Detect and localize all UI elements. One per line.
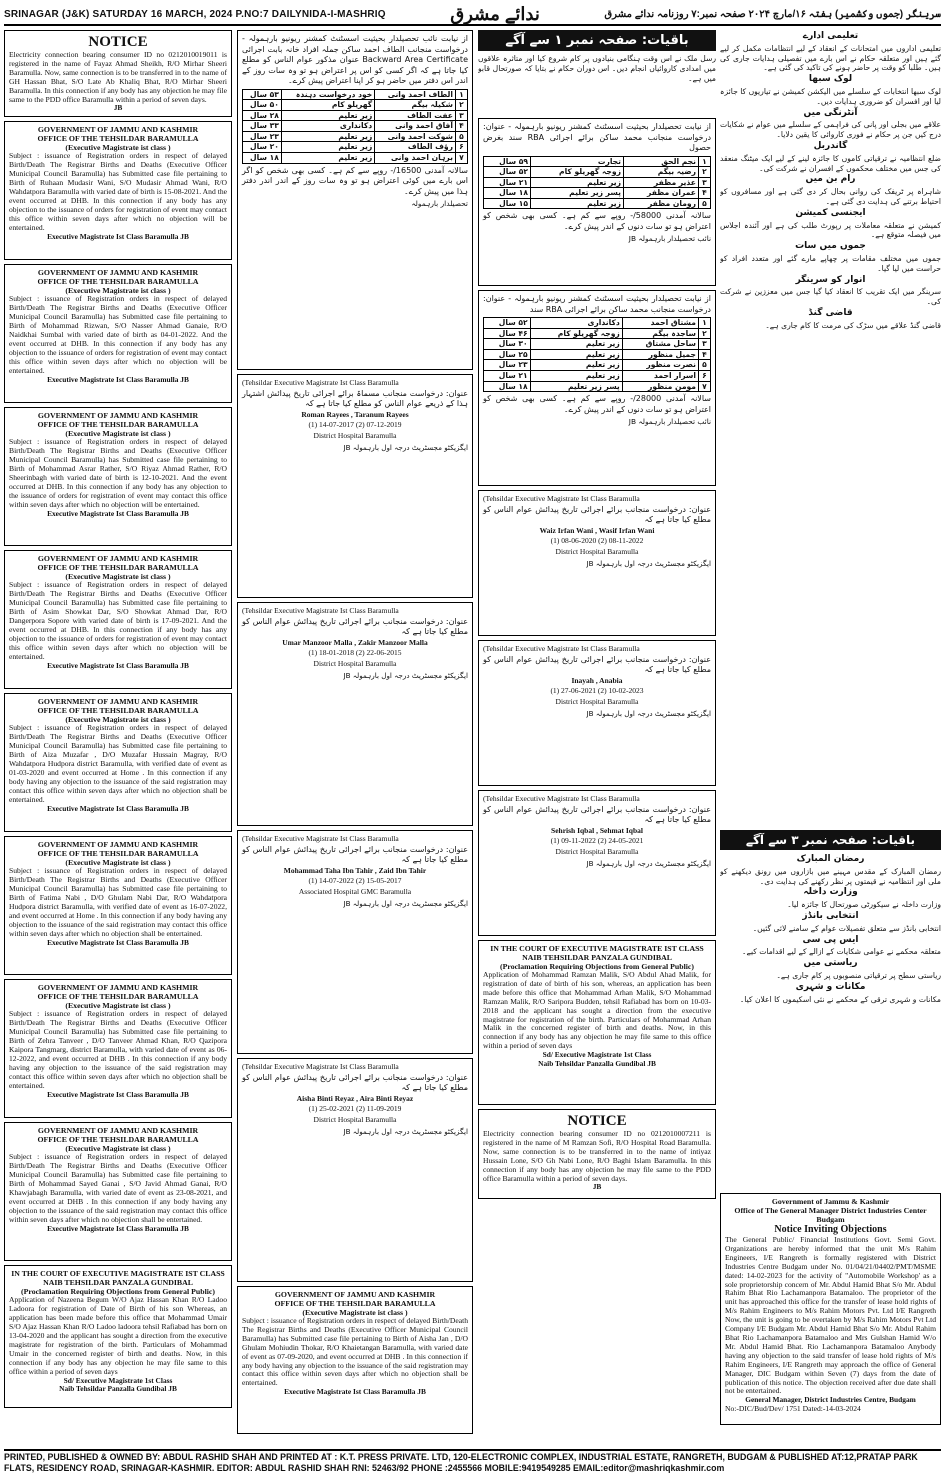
table-cell: ۷ bbox=[456, 153, 468, 164]
news-body: مکانات و شہری ترقی کے محکمے نے نئی اسکیموں کا اعلان کیا۔ bbox=[739, 994, 941, 1004]
table-cell: زیر تعلیم bbox=[530, 349, 622, 360]
column-3 bbox=[478, 30, 716, 1203]
notice-body: عنوان: درخواست منجانب برائے اجرائی تاریخ پیدائش عوام الناس کو مطلع کیا جاتا ہے کہ bbox=[242, 844, 468, 864]
notice-body: Subject : issuance of Registration orders in respect of delayed Birth/Death The Registrar Births and Deaths (Executive Officer Municipal Council Baramulla) has Submitted case file pertaining to Birth of Aiza Muzafar , D/O Muzafar Hussain Magray, R/O Wahdatpora Hudpora district Baramulla, with verified date of event as 01-03-2020 and event occurred at Home . In this connection if any body having any objection to the issuance of the said registration may contact this office within seven days after which no objection shall be entertained. bbox=[9, 723, 227, 804]
notice-sig: ایگزیکٹو مجسٹریٹ درجہ اول بارہمولہ JB bbox=[586, 859, 711, 868]
masthead-left: SRINAGAR (J&K) SATURDAY 16 MARCH, 2024 P.NO:7 DAILYNIDA-I-MASHRIQ bbox=[4, 8, 386, 20]
notice-sig: Executive Magistrate Ist Class Baramulla JB bbox=[47, 231, 189, 241]
notice-sig: Executive Magistrate Ist Class Baramulla JB bbox=[47, 1089, 189, 1099]
table-cell: ۴۶ سال bbox=[484, 328, 531, 339]
table-cell: گھریلو کام bbox=[281, 100, 374, 111]
imprint-line-1: PRINTED, PUBLISHED & OWNED BY: ABDUL RASHID SHAH AND PRINTED AT : K.T. PRESS PRIVATE. LTD, 120-ELECTRONIC COMPLEX, INDUSTRIAL ESTATE, RANGRETH, BUDGAM & PUBLISHED AT:12,PRATAP PARK bbox=[4, 1452, 918, 1462]
table-row bbox=[243, 131, 468, 142]
notice-h1: GOVERNMENT OF JAMMU AND KASHMIR bbox=[274, 1290, 436, 1299]
news-body: قاضی گنڈ علاقے میں سڑک کی مرمت کا کام جاری ہے۔ bbox=[765, 320, 941, 330]
table-cell: ۳ bbox=[699, 177, 711, 188]
table-row bbox=[484, 370, 711, 381]
table-cell: رضیہ بیگم bbox=[624, 167, 699, 178]
notice-h2: OFFICE OF THE TEHSILDAR BARAMULLA bbox=[37, 134, 199, 144]
table-cell: رؤف الطاف bbox=[375, 142, 456, 153]
notice-h3: (Executive Magistrate ist class ) bbox=[65, 1001, 171, 1011]
table-cell: رومان مظفر bbox=[624, 198, 699, 209]
table-cell: ۲ bbox=[456, 100, 468, 111]
court-heading: IN THE COURT OF EXECUTIVE MAGISTRATE IST CLASS NAIB TEHSILDAR PANZALA GUNDIBAL bbox=[490, 944, 704, 962]
notice-title: NOTICE bbox=[88, 34, 148, 50]
notice-h1: GOVERNMENT OF JAMMU AND KASHMIR bbox=[37, 983, 199, 993]
news-headline: رمضان المبارک bbox=[796, 854, 865, 864]
table-cell: ۲۰ سال bbox=[243, 142, 282, 153]
news-headline: لوک سبھا bbox=[808, 74, 853, 85]
table-cell: زیر تعلیم bbox=[530, 360, 622, 371]
table-cell: تجارت bbox=[531, 156, 624, 167]
notice-names: Roman Rayees , Taranum Rayees bbox=[301, 409, 409, 419]
table-cell: مشتاق احمد bbox=[622, 318, 698, 329]
table-cell: برہان احمد وانی bbox=[375, 153, 456, 164]
notice-hospital: District Hospital Baramulla bbox=[555, 846, 639, 856]
notice-dates: (1) 14-07-2022 (2) 15-05-2017 bbox=[308, 876, 402, 885]
table-cell: ساجدہ بیگم bbox=[622, 328, 698, 339]
table-cell: ۳ bbox=[456, 110, 468, 121]
news-headline: آنٹرنگی میں bbox=[803, 107, 858, 118]
notice-body: Subject : issuance of Registration orders in respect of delayed Birth/Death The Registrar Births and Deaths (Executive Officer Municipal Council Baramulla) has Submitted case file pertaining to Birth of Mohammad Sayed Ganai , S/O Javid Ahmad Ganai, R/O Khawjabagh Baramulla, with varied date of event as 23-08-2021, and event occurred at DHB . In this connection if any body having any objection to the issuance of the said registration may contact this office within seven days after which no objection shall be entertained. bbox=[9, 1152, 227, 1224]
notice-hospital: District Hospital Baramulla bbox=[313, 430, 397, 440]
notice-h2: OFFICE OF THE TEHSILDAR BARAMULLA bbox=[37, 1135, 199, 1145]
table-cell: ۱۸ سال bbox=[484, 188, 531, 199]
table-cell: زیر تعلیم bbox=[281, 153, 374, 164]
notice-h1: GOVERNMENT OF JAMMU AND KASHMIR bbox=[37, 554, 199, 564]
rba-notice-2 bbox=[478, 118, 716, 286]
news-body: کمیشن نے متعلقہ معاملات پر رپورٹ طلب کی ہے اور آئندہ اجلاس میں فیصلہ متوقع ہے۔ bbox=[720, 220, 941, 240]
column-2 bbox=[237, 30, 473, 1438]
notice-h2: OFFICE OF THE TEHSILDAR BARAMULLA bbox=[274, 1299, 436, 1308]
table-cell: ۱ bbox=[699, 318, 711, 329]
table-cell: ۵۲ سال bbox=[484, 318, 531, 329]
table-cell: زوجہ گھریلو کام bbox=[531, 167, 624, 178]
rba-sig: تحصیلدار بارہمولہ bbox=[411, 199, 468, 209]
column-4 bbox=[720, 30, 941, 1429]
notice-title: (Tehsildar Executive Magistrate Ist Class Baramulla bbox=[242, 1062, 399, 1071]
news-body: شاہراہ پر ٹریفک کی روانی بحال کر دی گئی ہے اور مسافروں کو احتیاط برتنے کی ہدایت دی گئی ہے۔ bbox=[720, 187, 941, 206]
court-notice-2 bbox=[478, 940, 716, 1105]
notice-dates: (1) 08-06-2020 (2) 08-11-2022 bbox=[550, 536, 644, 545]
notice-title: (Tehsildar Executive Magistrate Ist Class Baramulla bbox=[242, 834, 399, 843]
tehsildar-notice bbox=[4, 836, 232, 975]
birth-notice bbox=[237, 1058, 473, 1282]
court-subheading: (Proclamation Requiring Objections from General Public) bbox=[21, 1287, 215, 1297]
notice-sig: Executive Magistrate Ist Class Baramulla JB bbox=[284, 1387, 426, 1397]
notice-body: Subject : issuance of Registration orders in respect of delayed Birth/Death The Registrar Births and Deaths (Executive Officer Municipal Council Baramulla) has Submitted case file pertaining to Birth of Ruhaan Mudasir Wani, S/O Mudasir Ahmad Wani, R/O Wahdatpora Baramulla with varied date of birth is 15-08-2021. And the event occurred at DHB. In this connection if any body has any objection to the issuance of orders for registration of event may contact this office within seven days after which no objection will be entertained. bbox=[9, 151, 227, 232]
table-cell: ۵۹ سال bbox=[484, 156, 531, 167]
table-cell: عذیر مظفر bbox=[624, 177, 699, 188]
table-row bbox=[484, 318, 711, 329]
table-row bbox=[484, 198, 711, 209]
news-block-2 bbox=[720, 853, 941, 1193]
table-cell: ۳ bbox=[699, 339, 711, 350]
table-cell: ۲ bbox=[699, 328, 711, 339]
table-row bbox=[243, 100, 468, 111]
notice-body: عنوان: درخواست منجانب مسماۃ برائے اجرائی تاریخ پیدائش اشتہار ہذا کے ذریعے عوام الناس کو مطلع کیا جاتا ہے کہ bbox=[242, 388, 468, 408]
notice-title: (Tehsildar Executive Magistrate Ist Class Baramulla bbox=[483, 794, 640, 803]
table-cell: زیر تعلیم bbox=[531, 177, 624, 188]
table-cell: ۴ bbox=[456, 121, 468, 132]
birth-notice bbox=[237, 602, 473, 826]
dic-h2: Office of The General Manager District Industries Center Budgam bbox=[734, 1206, 927, 1224]
dic-ref: No:-DIC/Bud/Dev/ 1751 Dated:-14-03-2024 bbox=[725, 1404, 861, 1414]
court-heading: IN THE COURT OF EXECUTIVE MAGISTRATE IST CLASS NAIB TEHSILDAR PANZALA GUNDIBAL bbox=[11, 1269, 225, 1288]
court-body: Application of Mohammad Ramzan Malik, S/O Abdul Ahad Malik, for registration of date of birth of his son, whereas, an application has been made before this office that Mohammad Arhan Malik, S/O Mohammad Ramzan Malik, R/O Saripora Budden, tehsil Rafiabad has born on 10-03-2018 and the applicant has sought a direction from the executive magistrate for registration of the birth. Particulars of Mohammad Arhan Malik in the concerned register of birth and deaths. Now, in this connection if any body has any objection he may file same to this office within a period of seven days bbox=[483, 970, 711, 1051]
notice-title: (Tehsildar Executive Magistrate Ist Class Baramulla bbox=[483, 494, 640, 503]
notice-names: Sehrish Iqbal , Sehmat Iqbal bbox=[551, 825, 643, 835]
notice-h1: GOVERNMENT OF JAMMU AND KASHMIR bbox=[37, 697, 199, 707]
rba-notice-1 bbox=[237, 30, 473, 370]
notice-h3: (Executive Magistrate ist class ) bbox=[65, 858, 171, 868]
news-headline: ریاستی میں bbox=[803, 958, 858, 969]
news-headline: وزارت داخلہ bbox=[803, 887, 858, 898]
notice-body: Subject : issuance of Registration orders in respect of delayed Birth/Death The Registrar Births and Deaths (Executive Officer Municipal Council Baramulla) has Submitted case file pertaining to Birth of Asim Showkat Dar, S/O Showkat Ahmad Dar, R/O Dangerpora Sopore with varied date of birth is 17-09-2021. And the event occurred at DHB. In this connection if any body has any objection to the issuance of orders for registration of event may contact this office within seven days after which no objection will be entertained. bbox=[9, 580, 227, 661]
page-body bbox=[4, 30, 941, 1446]
rba-text-2: سالانہ آمدنی 16500/- روپے سے کم ہے۔ کسی بھی شخص کو اگر اس بارے میں کوئی اعتراض ہو تو وہ سات روز کے اندر اندر دفتر ہذا میں پیش کرے۔ bbox=[242, 165, 468, 196]
notice-dates: (1) 25-02-2021 (2) 11-09-2019 bbox=[308, 1104, 402, 1113]
notice-sig: ایگزیکٹو مجسٹریٹ درجہ اول بارہمولہ JB bbox=[586, 709, 711, 718]
news-headline: ایس پی سی bbox=[802, 934, 859, 945]
table-row bbox=[484, 156, 711, 167]
notice-body: عنوان: درخواست منجانب برائے اجرائی تاریخ پیدائش عوام الناس کو مطلع کیا جاتا ہے کہ bbox=[242, 616, 468, 636]
table-row bbox=[484, 381, 711, 392]
notice-body: عنوان: درخواست منجانب برائے اجرائی تاریخ پیدائش عوام الناس کو مطلع کیا جاتا ہے کہ bbox=[483, 504, 711, 524]
table-cell: اسرار احمد bbox=[622, 370, 698, 381]
table-cell: زیر تعلیم bbox=[281, 142, 374, 153]
notice-h3: (Executive Magistrate ist class ) bbox=[65, 715, 171, 725]
news-headline: انوار کو سرینگر bbox=[795, 274, 866, 285]
notice-hospital: Associated Hospital GMC Baramulla bbox=[298, 886, 412, 896]
table-cell: ۲ bbox=[699, 167, 711, 178]
notice-h3: (Executive Magistrate ist class ) bbox=[65, 572, 171, 582]
notice-sig: Executive Magistrate Ist Class Baramulla JB bbox=[47, 660, 189, 670]
notice-h2: OFFICE OF THE TEHSILDAR BARAMULLA bbox=[37, 992, 199, 1002]
notice-dates: (1) 14-07-2017 (2) 07-12-2019 bbox=[308, 420, 402, 429]
table-cell: ۳۰ سال bbox=[484, 339, 531, 350]
table-cell: ۵۳ سال bbox=[243, 89, 282, 100]
rba-text: از نیابت نائب تحصیلدار بحیثیت اسسٹنٹ کمشنر ریونیو بارہمولہ - درخواست منجانب الطاف احمد ساکن جملہ افراد خانہ بابت اجرائی Backward Area Certificate عنوان مذکور عوام الناس کو مطلع کیا جاتا ہے کہ اگر کسی کو اس پر اعتراض ہو تو وہ سات روز کے اندر اس دفتر میں حاضر ہو کر اپنا اعتراض پیش کرے۔ bbox=[242, 34, 468, 85]
notice-body: Subject : issuance of Registration orders in respect of delayed Birth/Death The Registrar Births and Deaths (Executive Officer Municipal Council Baramulla) has Submitted case file pertaining to Birth of Zehra Tanveer , D/O Tanveer Ahmad Khan, R/O Qazipora Kaipora Tangmarg, district Baramulla, with varied date of event as 06-12-2022, and event occurred at DHB . In this connection if any body having any objection to the issuance of the said registration may contact this office within seven days after which no objection shall be entertained. bbox=[9, 1009, 227, 1090]
court-sig-2: Naib Tehsildar Panzalla Gundibal JB bbox=[59, 1384, 177, 1394]
table-cell: عفت الطاف bbox=[375, 110, 456, 121]
court-sig-1: Sd/ Executive Magistrate 1st Class bbox=[63, 1375, 173, 1385]
table-row bbox=[484, 339, 711, 350]
table-row bbox=[484, 349, 711, 360]
news-body: وزارت داخلہ نے سیکورٹی صورتحال کا جائزہ لیا۔ bbox=[787, 900, 941, 910]
notice-sig: Executive Magistrate Ist Class Baramulla JB bbox=[47, 508, 189, 518]
notice-sig: Executive Magistrate Ist Class Baramulla JB bbox=[47, 937, 189, 947]
table-cell: ۲۵ سال bbox=[484, 349, 531, 360]
table-row bbox=[484, 167, 711, 178]
table-cell: زیر تعلیم bbox=[281, 131, 374, 142]
table-cell: زیر تعلیم bbox=[281, 110, 374, 121]
table-cell: مومن منظور bbox=[622, 381, 698, 392]
notice-title: (Tehsildar Executive Magistrate Ist Class Baramulla bbox=[483, 644, 640, 653]
news-headline: تعلیمی ادارے bbox=[802, 31, 859, 41]
table-cell: عمران مظفر bbox=[624, 188, 699, 199]
birth-notice bbox=[478, 640, 716, 786]
table-cell: ۶ bbox=[456, 142, 468, 153]
column-1 bbox=[4, 30, 232, 1412]
notice-sig: Executive Magistrate Ist Class Baramulla JB bbox=[47, 1223, 189, 1233]
notice-h3: (Executive Magistrate ist class ) bbox=[302, 1308, 408, 1317]
rba-sig: نائب تحصیلدار بارہمولہ JB bbox=[628, 234, 711, 244]
table-cell: ۲۳ سال bbox=[484, 360, 531, 371]
notice-h1: GOVERNMENT OF JAMMU AND KASHMIR bbox=[37, 268, 199, 278]
court-subheading: (Proclamation Requiring Objections from General Public) bbox=[500, 962, 694, 971]
news-body: علاقے میں بجلی اور پانی کی فراہمی کے سلسلے میں عوام نے شکایات درج کیں جن پر حکام نے فوری کاروائی کا یقین دلایا۔ bbox=[720, 120, 941, 140]
dic-body: The General Public/ Financial Institutions Govt. Semi Govt. Organizations are hereby informed that the unit M/s Rahim Engineers, I/E Rangreth is formally registered with District Industries Centre Budgam under No. 01/04/21/04402/PMT/MSME dated: 14-02-2023 for the activity of "Automobile Workshop' as a sole proprietorship concern of Mr. Abdul Hamid Bhat S/o Mr. Abdul Rahim Bhat Rio Lachamanpora Batamaloo. The proprietor of the unit has approached this office for the transfer of lease hold rights of M/s Rahim Engineers to M/s Rahim Motors Pvt. Ltd I/E Rangreth Now, the unit is going to be overtaken by M/s Rahim Motors Pvt Ltd Company I/E Budgam Mr. Abdul Hamid Bhat S/o Mr. Abdul Rahim Bhat Rio Lachamanpora Batamaloo and Mrs Gulshan Hamid W/o Mr. Abdul Hamid Bhat. Rio Lachamanpora Batamaloo Anybody having any objection to the said transfer of lease hold rights of M/s Rahim Engineers, I/E Rangreth may approach the office of General Manager, DIC Budgam within Seven (7) days from the date of publication of this notice. The objection received after due date shall not be entertained. bbox=[725, 1235, 936, 1396]
table-cell: ۵ bbox=[699, 360, 711, 371]
table-row bbox=[484, 177, 711, 188]
rba-notice-3 bbox=[478, 290, 716, 486]
table-cell: زوجہ گھریلو کام bbox=[530, 328, 622, 339]
news-body: جموں میں مختلف مقامات پر چھاپے مارے گئے اور متعدد افراد کو حراست میں لیا گیا۔ bbox=[720, 253, 941, 273]
table-cell: ۱۸ سال bbox=[243, 153, 282, 164]
notice-names: Mohammad Taha Ibn Tahir , Zaid Ibn Tahir bbox=[283, 865, 427, 875]
table-cell: ۴ bbox=[699, 188, 711, 199]
tehsildar-notice bbox=[4, 550, 232, 689]
tehsildar-notice bbox=[4, 1122, 232, 1261]
table-cell: ۵ bbox=[699, 198, 711, 209]
table-cell: خود درخواست دہندہ bbox=[281, 89, 374, 100]
rba-family-table-2 bbox=[483, 156, 711, 210]
notice-body: عنوان: درخواست منجانب برائے اجرائی تاریخ پیدائش عوام الناس کو مطلع کیا جاتا ہے کہ bbox=[483, 804, 711, 824]
tehsildar-notice bbox=[4, 121, 232, 260]
news-headline: رام بن میں bbox=[805, 174, 856, 185]
court-body: Application of Nazeena Begum W/O Ajaz Hassan Khan R/O Ladoo Ladoora for registration of Date of Birth of his son Whereas, an application has been made before this office that Mohammad Umair S/O Ajaz Hassan Khan R/O Ladoo ladoora tehsil Rafiabad has born on 13-04-2020 and the applicant has sought a direction from the executive magistrate for registration of the birth. Particulars of Mohammad Umair in the concerned register of birth and deaths. Now, in this connection if any body has any objection he may file same to this office within a period of seven days bbox=[9, 1295, 227, 1376]
table-cell: ۷ bbox=[699, 381, 711, 392]
notice-h2: OFFICE OF THE TEHSILDAR BARAMULLA bbox=[37, 849, 199, 859]
table-cell: شکیلہ بیگم bbox=[375, 100, 456, 111]
news-body: انتخابی بانڈز سے متعلق تفصیلات عوام کے سامنے لائی گئیں۔ bbox=[752, 923, 941, 933]
news-body: ریاستی سطح پر ترقیاتی منصوبوں پر کام جاری ہے۔ bbox=[776, 970, 941, 980]
masthead-right: سرینگر (جموں وکشمیر) ہفتہ ۱۶/مارچ ۲۰۲۴ صفحہ نمبر:۷ روزنامہ ندائے مشرق bbox=[604, 8, 941, 20]
notice-hospital: District Hospital Baramulla bbox=[555, 696, 639, 706]
rba-sig: نائب تحصیلدار بارہمولہ JB bbox=[628, 417, 711, 427]
notice-sig: ایگزیکٹو مجسٹریٹ درجہ اول بارہمولہ JB bbox=[343, 671, 468, 680]
table-cell: ۲۸ سال bbox=[243, 110, 282, 121]
news-body: متعلقہ محکمے نے عوامی شکایات کے ازالے کے لیے اقدامات کیے۔ bbox=[742, 947, 941, 957]
tehsildar-notice bbox=[4, 407, 232, 546]
notice-sig: ایگزیکٹو مجسٹریٹ درجہ اول بارہمولہ JB bbox=[343, 443, 468, 452]
notice-electricity-top bbox=[4, 30, 232, 117]
table-row bbox=[243, 89, 468, 100]
notice-names: Aisha Binti Reyaz , Aira Binti Reyaz bbox=[296, 1093, 414, 1103]
birth-notice bbox=[478, 490, 716, 636]
dic-notice bbox=[720, 1193, 941, 1425]
notice-sig: Executive Magistrate Ist Class Baramulla JB bbox=[47, 374, 189, 384]
notice-h3: (Executive Magistrate ist class ) bbox=[65, 286, 171, 296]
dic-sig: General Manager, District Industries Centre, Budgam bbox=[745, 1395, 916, 1405]
birth-notice bbox=[237, 374, 473, 598]
rba-text: از نیابت تحصیلدار بحیثیت اسسٹنٹ کمشنر ریونیو بارہمولہ - عنوان: درخواست منجانب محمد ساکن برائے اجرائی RBA سند بغرض حصول bbox=[483, 122, 711, 152]
tehsildar-notice bbox=[4, 979, 232, 1118]
news-block-1 bbox=[720, 30, 941, 830]
notice-h1: GOVERNMENT OF JAMMU AND KASHMIR bbox=[37, 411, 199, 421]
notice-electricity-bottom bbox=[478, 1109, 716, 1199]
notice-hospital: District Hospital Baramulla bbox=[313, 658, 397, 668]
birth-notice bbox=[237, 830, 473, 1054]
notice-body: عنوان: درخواست منجانب برائے اجرائی تاریخ پیدائش عوام الناس کو مطلع کیا جاتا ہے کہ bbox=[483, 654, 711, 674]
table-cell: ۵۰ سال bbox=[243, 100, 282, 111]
notice-body: Subject : issuance of Registration orders in respect of delayed Birth/Death The Registrar Births and Deaths (Executive Officer Municipal Council Baramulla) has Submitted case file pertaining to Birth of Mohammad Asrar Rather, S/O Riyaz Ahmad Rather, R/O Sheerinbagh with varied date of birth is 12-10-2021. And the event occurred at DHB. In this connection if any body has any objection to the issuance of orders for registration of event may contact this office within seven days after which no objection will be entertained. bbox=[9, 437, 227, 509]
continuation-banner-2: باقیات: صفحہ نمبر ۳ سے آگے bbox=[720, 830, 941, 850]
table-cell: ۱ bbox=[456, 89, 468, 100]
table-cell: پسر زیر تعلیم bbox=[530, 381, 622, 392]
notice-hospital: District Hospital Baramulla bbox=[313, 1114, 397, 1124]
table-row bbox=[243, 110, 468, 121]
notice-body: Subject : issuance of Registration orders in respect of delayed Birth/Death The Registrar Births and Deaths (Executive Officer Municipal Council Baramulla) has Submitted case file pertaining to Birth of Fatima Nabi , D/O Ghulam Nabi Dar, R/O Wahdatpora Hudpora district Baramulla, with verified date of event as 16-07-2022, and event occurred at Home . In this connection if any body having any objection to the issuance of the said registration may contact this office within seven days after which no objection shall be entertained. bbox=[9, 866, 227, 938]
news-headline: گاندربل bbox=[813, 140, 848, 151]
table-cell: آفاق احمد وانی bbox=[375, 121, 456, 132]
notice-sig: Executive Magistrate Ist Class Baramulla JB bbox=[47, 803, 189, 813]
notice-names: Umar Manzoor Malla , Zakir Manzoor Malla bbox=[282, 637, 428, 647]
court-sig-1: Sd/ Executive Magistrate 1st Class bbox=[542, 1050, 652, 1060]
notice-h1: GOVERNMENT OF JAMMU AND KASHMIR bbox=[37, 840, 199, 850]
court-notice-1 bbox=[4, 1265, 232, 1408]
imprint-line-2: FLATS, RESIDENCY ROAD, SRINAGAR-KASHMIR. EDITOR: ABDUL RASHID SHAH RNI: 52463/92 PHONE :2455566 MOBILE:9419549285 EMAIL:editor@mashriqkashmir.com bbox=[4, 1463, 725, 1473]
birth-notice bbox=[478, 790, 716, 936]
table-cell: نصرت منظور bbox=[622, 360, 698, 371]
news-continuation: رسل ملک نے اس وقت ہنگامی بنیادوں پر کام شروع کیا اور متاثرہ علاقوں میں امدادی کاروائیاں انجام دیں۔ اس دوران حکام نے بتایا کہ صورتحال قابو میں ہے۔ bbox=[478, 54, 716, 83]
news-body: تعلیمی اداروں میں امتحانات کے انعقاد کے لیے انتظامات مکمل کر لیے گئے ہیں اور متعلقہ حکام نے اس بارے میں تفصیلی ہدایات جاری کی ہیں۔ طلبا کو وقت پر حاضر ہونے کی تاکید کی گئی ہے۔ bbox=[720, 43, 941, 73]
imprint-footer bbox=[4, 1449, 941, 1475]
notice-dates: (1) 27-06-2021 (2) 10-02-2023 bbox=[550, 686, 644, 695]
notice-body: Electricity connection bearing consumer ID no 0212010019011 is registered in the name of Fayaz Ahmad Sheikh, R/O Mirhar Sheeri Baramulla. Now, same connection is to be transferred in to the name of GH Hassan Bhat, S/O Late Ab Khaliq Bhat, R/O Mirhar Sheeri Baramulla. In this connection if any body has any objection he may file same to the PDD office Baramulla within a period of seven days. bbox=[9, 50, 227, 104]
table-cell: دکانداری bbox=[281, 121, 374, 132]
notice-names: Inayah , Anabia bbox=[571, 675, 623, 685]
notice-body: عنوان: درخواست منجانب برائے اجرائی تاریخ پیدائش عوام الناس کو مطلع کیا جاتا ہے کہ bbox=[242, 1072, 468, 1092]
table-cell: پسر زیر تعلیم bbox=[531, 188, 624, 199]
table-cell: دکانداری bbox=[530, 318, 622, 329]
table-cell: ۲۱ سال bbox=[484, 370, 531, 381]
notice-h3: (Executive Magistrate ist class ) bbox=[65, 1144, 171, 1154]
table-row bbox=[243, 142, 468, 153]
news-body: رمضان المبارک کے مقدس مہینے میں بازاروں میں رونق دیکھنے کو ملی اور انتظامیہ نے قیمتوں پر نظر رکھنے کی ہدایت دی۔ bbox=[720, 866, 941, 886]
table-cell: ۱۵ سال bbox=[484, 198, 531, 209]
table-row bbox=[243, 153, 468, 164]
table-cell: زیر تعلیم bbox=[530, 339, 622, 350]
table-cell: ۴ bbox=[699, 349, 711, 360]
table-cell: ۵۲ سال bbox=[484, 167, 531, 178]
rba-text-2: سالانہ آمدنی 28000/- روپے سے کم ہے۔ کسی بھی شخص کو اعتراض ہو تو سات دنوں کے اندر پیش کرے۔ bbox=[483, 394, 711, 414]
tehsildar-notice bbox=[4, 264, 232, 403]
dic-h3: Notice Inviting Objections bbox=[774, 1224, 887, 1235]
dic-h1: Government of Jammu & Kashmir bbox=[771, 1197, 890, 1206]
notice-names: Waiz Irfan Wani , Wasif Irfan Wani bbox=[539, 525, 655, 535]
notice-dates: (1) 18-01-2018 (2) 22-06-2015 bbox=[308, 648, 402, 657]
news-headline: مکانات و شہری bbox=[795, 981, 866, 992]
table-row bbox=[484, 328, 711, 339]
news-headline: انتخابی بانڈز bbox=[802, 910, 859, 921]
notice-h1: GOVERNMENT OF JAMMU AND KASHMIR bbox=[37, 1126, 199, 1136]
court-sig-2: Naib Tehsildar Panzalla Gundibal JB bbox=[538, 1059, 656, 1069]
table-cell: ساحل مشتاق bbox=[622, 339, 698, 350]
table-cell: زیر تعلیم bbox=[531, 198, 624, 209]
notice-body: Subject : issuance of Registration orders in respect of delayed Birth/Death The Registrar Births and Deaths (Executive Officer Municipal Council Baramulla) has Submitted case file pertaining to Birth of Aisha Jan , D/O Ghulam Mohiudin Thokar, R/O Khaietangan Baramulla, with varied date of event as 07-09-2020, and event occurred at DHB . In this connection if any body having any objection to the issuance of the said registration may contact this office within seven days after which no objection shall be entertained. bbox=[242, 1316, 468, 1388]
notice-title: (Tehsildar Executive Magistrate Ist Class Baramulla bbox=[242, 378, 399, 387]
notice-body: Subject : issuance of Registration orders in respect of delayed Birth/Death The Registrar Births and Deaths (Executive Officer Municipal Council Baramulla) has Submitted case file pertaining to Birth of Mohammad Rizwan, S/O Nasser Ahmad Ganaie, R/O Naidkhai Sumbal with varied date of birth as 04-01-2022. And the event occurred at DHB. In this connection if any body has any objection to the issuance of orders for registration of event may contact this office within seven days after which no objection will be entertained. bbox=[9, 294, 227, 375]
notice-h2: OFFICE OF THE TEHSILDAR BARAMULLA bbox=[37, 277, 199, 287]
table-cell: ۵ bbox=[456, 131, 468, 142]
rba-text: از نیابت تحصیلدار بحیثیت اسسٹنٹ کمشنر ریونیو بارہمولہ - عنوان: درخواست منجانب محمد ساکن برائے اجرائی RBA سند bbox=[483, 294, 711, 314]
news-headline: جموں میں سات bbox=[795, 241, 866, 252]
rba-family-table bbox=[242, 89, 468, 164]
newspaper-logo: ندائے مشرق bbox=[450, 3, 540, 24]
notice-sig: ایگزیکٹو مجسٹریٹ درجہ اول بارہمولہ JB bbox=[343, 1127, 468, 1136]
table-row bbox=[484, 188, 711, 199]
news-headline: قاضی گنڈ bbox=[808, 307, 853, 318]
notice-sig: JB bbox=[113, 103, 123, 113]
notice-title: (Tehsildar Executive Magistrate Ist Class Baramulla bbox=[242, 606, 399, 615]
rba-family-table-3 bbox=[483, 317, 711, 392]
notice-h2: OFFICE OF THE TEHSILDAR BARAMULLA bbox=[37, 563, 199, 573]
table-cell: ۲۱ سال bbox=[484, 177, 531, 188]
table-cell: جمیل منظور bbox=[622, 349, 698, 360]
news-body: ضلع انتظامیہ نے ترقیاتی کاموں کا جائزہ لینے کے لیے ایک میٹنگ منعقد کی جس میں مختلف محکموں کے افسران نے شرکت کی۔ bbox=[720, 153, 941, 173]
notice-body: Electricity connection bearing consumer ID no 0212010007211 is registered in the name of M Ramzan Sofi, R/O Hospital Road Baramulla. Now, same connection is to be transferred in to the name of intiyaz Hussain Lone, S/O Gh Nabi Lone, R/O Baghi Islam Baramulla. In this connection if any body has any objection he may file same to the PDD office Baramulla within a period of seven days. bbox=[483, 1129, 711, 1183]
table-cell: الطاف احمد وانی bbox=[375, 89, 456, 100]
notice-sig: JB bbox=[592, 1182, 602, 1192]
tehsildar-notice bbox=[4, 693, 232, 832]
continuation-banner-1: باقیات: صفحہ نمبر ۱ سے آگے bbox=[478, 30, 716, 51]
notice-title: NOTICE bbox=[567, 1113, 627, 1129]
table-cell: ۳۳ سال bbox=[243, 121, 282, 132]
notice-h3: (Executive Magistrate ist class ) bbox=[65, 429, 171, 439]
table-cell: شوکت احمد وانی bbox=[375, 131, 456, 142]
table-cell: ۱ bbox=[699, 156, 711, 167]
rba-text-2: سالانہ آمدنی 58000/- روپے سے کم ہے۔ کسی بھی شخص کو اعتراض ہو تو سات دنوں کے اندر پیش کرے۔ bbox=[483, 211, 711, 231]
table-cell: ۲۳ سال bbox=[243, 131, 282, 142]
news-headline: ایجنسی کمیشن bbox=[795, 207, 866, 218]
news-body: سرینگر میں ایک تقریب کا انعقاد کیا گیا جس میں معززین نے شرکت کی۔ bbox=[720, 287, 941, 307]
notice-h1: GOVERNMENT OF JAMMU AND KASHMIR bbox=[37, 125, 199, 135]
tehsildar-notice-col2 bbox=[237, 1286, 473, 1434]
notice-h3: (Executive Magistrate ist class ) bbox=[65, 143, 171, 153]
notice-h2: OFFICE OF THE TEHSILDAR BARAMULLA bbox=[37, 706, 199, 716]
table-cell: ۱۸ سال bbox=[484, 381, 531, 392]
table-row bbox=[484, 360, 711, 371]
notice-sig: ایگزیکٹو مجسٹریٹ درجہ اول بارہمولہ JB bbox=[343, 899, 468, 908]
table-cell: نجم الحق bbox=[624, 156, 699, 167]
notice-sig: ایگزیکٹو مجسٹریٹ درجہ اول بارہمولہ JB bbox=[586, 559, 711, 568]
news-body: لوک سبھا انتخابات کے سلسلے میں الیکشن کمیشن نے تیاریوں کا جائزہ لیا اور افسران کو ضروری ہدایات دیں۔ bbox=[720, 86, 941, 106]
masthead bbox=[4, 4, 941, 26]
table-cell: ۶ bbox=[699, 370, 711, 381]
table-cell: زیر تعلیم bbox=[530, 370, 622, 381]
notice-dates: (1) 09-11-2022 (2) 24-05-2021 bbox=[550, 836, 644, 845]
notice-h2: OFFICE OF THE TEHSILDAR BARAMULLA bbox=[37, 420, 199, 430]
notice-hospital: District Hospital Baramulla bbox=[555, 546, 639, 556]
table-row bbox=[243, 121, 468, 132]
